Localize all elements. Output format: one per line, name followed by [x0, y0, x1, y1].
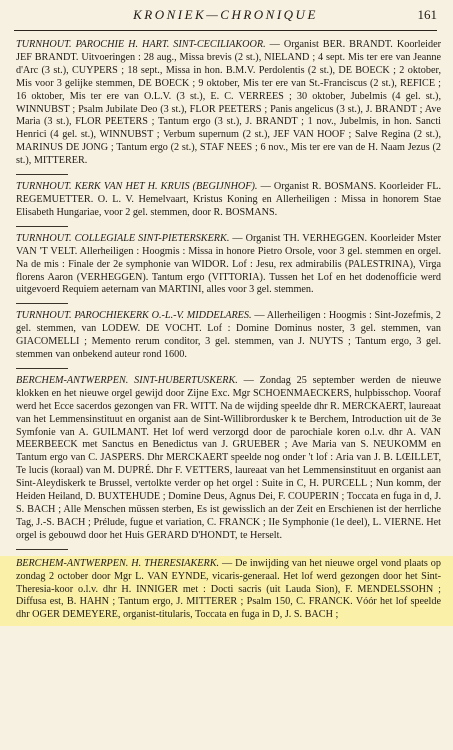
entry-heading: BERCHEM-ANTWERPEN. SINT-HUBERTUSKERK.	[16, 374, 238, 386]
entry-text: — Organist BER. BRANDT. Koorleider JEF BRANDT. Uitvoeringen : 28 aug., Missa brevis (2 st.), NIELAND ; 4 sept. Mis ter ere van Jeanne d'Arc (3 st.), CUYPERS ; 18 sept., Missa in hon. B.M.V. Perdolentis (2 st.), DE BOECK ; 2 oktober, Mis voor 3 gelijke stemmen, DE BOECK ; 9 oktober, Mis ter ere van St.-Franciscus (2 st.), REFICE ; 16 oktober, Mis ter ere van O.L.V. (3 st.), E. C. VERREES ; 30 oktober, Jubelmis (4 gel. st.), WINNUBST ; Psalm Jubilate Deo (3 st.), FLOR PEETERS ; Panis angelicus (3 st.), J. BRANDT ; Ave Maria (3 st.), FLOR PEETERS ; Tantum ergo (3 st.), J. BRANDT ; 1 nov., Jubelmis, in hon. Sancti Henrici (4 gel. st.), WINNUBST ; Verbum supernum (2 st.), JEF VAN HOOF ; Salve Regina (2 st.), MARINUS DE JONG ; Tantum ergo (2 st.), STAF NEES ; 6 nov., Mis ter ere van de H. Naam Jezus (2 st.), MITTERER.	[16, 39, 441, 167]
divider	[16, 174, 68, 175]
entry-text: — Allerheiligen : Hoogmis : Sint-Jozefmis, 2 gel. stemmen, van LODEW. DE VOCHT. Lof : Domine Dominus noster, 3 gel. stemmen, van GIACOMELLI ; Memento rerum conditor, 3 gel. stemmen, van J. NUYTS ; Tantum ergo, 3 gel. stemmen van onbekend auteur rond 1600.	[16, 310, 441, 361]
entry-text: — Zondag 25 september werden de nieuwe klokken en het nieuwe orgel gewijd door Zijne Exc. Mgr SCHOENMAECKERS, hulpbisschop. Vooraf werd het Ecce sacerdos gezongen van FR. WITT. Na de wijding speelde dhr R. MERCKAERT, laureaat van het Lemmensinstituut en organist aan de Sint-Willibrordusker k te Berchem, Introduction uit de 3e Symfonie van A. GUILMANT. Het lof werd verzorgd door de parochiale koren o.l.v. dhr A. VAN MEERBEECK met Sanctus en Benedictus van J. GRUEBER ; Ave Maria van S. NEUKOMM en Tantum ergo van C. JASPERS. Dhr MERCKAERT speelde nog onder 't lof : Aria van J. B. LŒILLET, Te lucis (koraal) van M. DUPRÉ. Dhr F. VETTERS, laureaat van het Lemmensinstituut en organist aan Sint-Aleydiskerk te Brussel, vertolkte verder op het orgel : Suite in C, H. PURCELL ; Nun komm, der Heiden Heiland, D. BUXTEHUDE ; Domine Deus, Agnus Dei, F. COUPERIN ; Toccata en fuga in d, J. S. BACH ; Alle Menschen müssen sterben, Es ist gewisslich an der Zeit en Erschienen ist der herrliche Tag, J.-S. BACH ; Prélude, fugue et variation, C. FRANCK ; IIe Symphonie (1e deel), L. VIERNE. Het orgel is gebouwd door het Huis GERARD D'HONDT, te Herselt.	[16, 374, 441, 541]
divider	[16, 226, 68, 227]
divider	[16, 549, 68, 550]
divider	[16, 368, 68, 369]
entry-turnhout-heilig-kruis	[16, 181, 441, 220]
entry-berchem-theresia	[0, 556, 453, 627]
entry-turnhout-middelares	[16, 310, 441, 362]
entry-berchem-sint-hubertus	[16, 375, 441, 543]
entry-heading: TURNHOUT. KERK VAN HET H. KRUIS (BEGIJNHOF).	[16, 181, 258, 193]
entry-text: — Organist R. BOSMANS. Koorleider FL. REGEMUETTER. O. L. V. Hemelvaart, Kristus Koning en Allerheiligen : Missa in honorem Stae Elisabeth Hungariae, voor 2 gel. stemmen, door R. BOSMANS.	[16, 181, 441, 218]
entry-turnhout-heilig-hart	[16, 39, 441, 168]
header-title: KRONIEK—CHRONIQUE	[133, 7, 318, 22]
chronicle-body	[16, 39, 441, 632]
entry-heading: TURNHOUT. PAROCHIEKERK O.-L.-V. MIDDELARES.	[16, 310, 252, 322]
entry-heading: BERCHEM-ANTWERPEN. H. THERESIAKERK.	[16, 557, 220, 569]
entry-heading: TURNHOUT. COLLEGIALE SINT-PIETERSKERK.	[16, 232, 230, 244]
running-header	[14, 6, 437, 31]
entry-turnhout-sint-pieter	[16, 233, 441, 298]
entry-heading: TURNHOUT. PAROCHIE H. HART. SINT-CECILIAKOOR.	[16, 39, 266, 50]
entry-text: — Organist TH. VERHEGGEN. Koorleider Mster VAN 'T VELT. Allerheiligen : Hoogmis : Missa in honore Pietro Orsole, voor 3 gel. stemmen en orgel. Na de mis : Finale der 2e symphonie van WIDOR. Lof : Jesu, rex admirabilis (PALESTRINA), Virga florens Aaron (VERHEGGEN). Tantum ergo (VITTORIA). Tussen het Lof en het dodenofficie werd uitgevoerd Requiem aeternam van MARTINI, alles voor 3 gel. stemmen.	[16, 232, 441, 296]
entry-text: — De inwijding van het nieuwe orgel vond plaats op zondag 2 october door Mgr L. VAN EYNDE, vicaris-generaal. Het lof werd gezongen door het Sint-Theresia-koor o.l.v. dhr H. INNIGER met : Docti sacris (uit Lauda Sion), F. MENDELSSOHN ; Diffusa est, B. HAHN ; Tantum ergo, J. MITTERER ; Psalm 150, C. FRANCK. Vóór het lof speelde dhr OGER DEMEYERE, organist-titularis, Toccata en fuga in D, J. S. BACH ;	[16, 557, 441, 621]
page-number: 161	[417, 7, 437, 22]
divider	[16, 303, 68, 304]
